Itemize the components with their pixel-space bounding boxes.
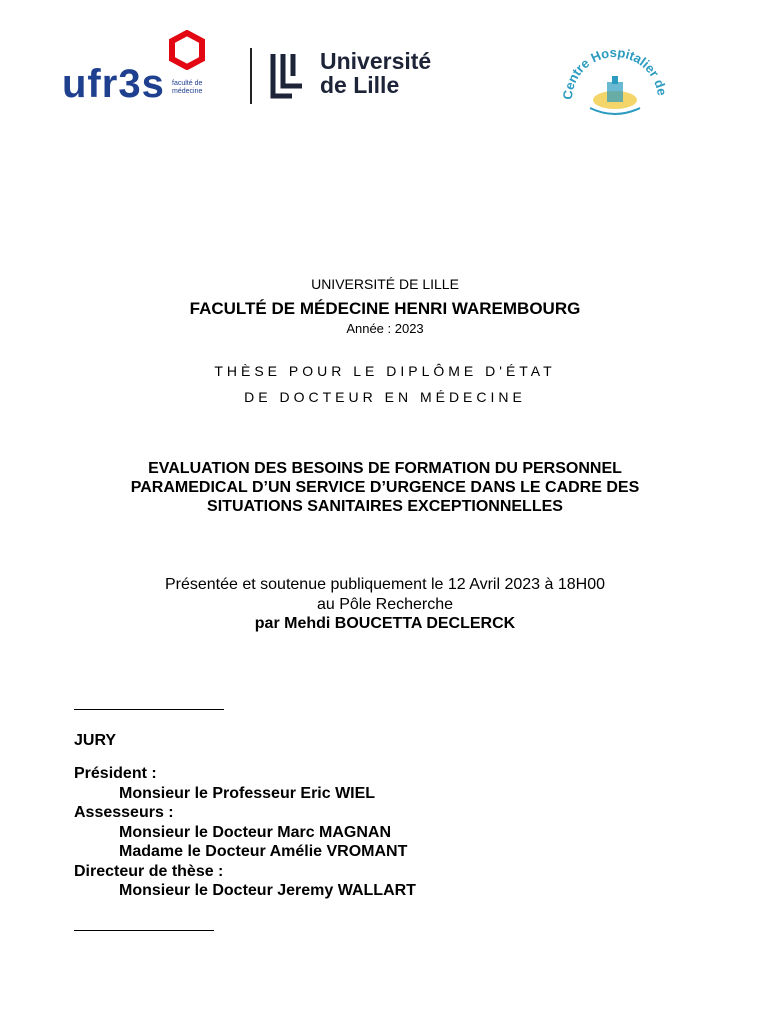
president-label: Président : (74, 765, 157, 782)
lille-line-1: Université (320, 48, 432, 74)
thesis-title (0, 459, 770, 516)
faculty-name: FACULTÉ DE MÉDECINE HENRI WAREMBOURG (189, 299, 581, 318)
universite-de-lille-logo (270, 48, 450, 108)
director-label: Directeur de thèse : (74, 863, 224, 880)
ufr3s-wordmark: ufr3s (62, 62, 165, 106)
ufr3s-logo (62, 30, 222, 105)
lille-wordmark (320, 50, 431, 97)
thesis-title-line-1: EVALUATION DES BESOINS DE FORMATION DU PERSONNEL (148, 460, 622, 477)
jury-heading: JURY (74, 732, 117, 749)
thesis-title-line-3: SITUATIONS SANITAIRES EXCEPTIONNELLES (207, 498, 563, 515)
assessor-1-name: Monsieur le Docteur Marc MAGNAN (119, 824, 392, 841)
defense-location: au Pôle Recherche (316, 596, 454, 613)
assessors-label: Assesseurs : (74, 804, 174, 821)
logos-band (0, 0, 770, 140)
hospital-name-arc: Centre Hospitalier de (560, 44, 670, 101)
logo-divider (250, 48, 252, 104)
divider-top (74, 709, 224, 710)
ufr3s-subtitle: faculté de médecine (172, 80, 203, 96)
hexagon-logo-icon (167, 30, 207, 70)
thesis-type-line-2: DE DOCTEUR EN MÉDECINE (244, 389, 526, 405)
director-name: Monsieur le Docteur Jeremy WALLART (119, 882, 416, 899)
thesis-title-line-2: PARAMEDICAL D’UN SERVICE D’URGENCE DANS LE CADRE DES (130, 479, 640, 496)
university-name: UNIVERSITÉ DE LILLE (311, 276, 459, 292)
divider-bottom (74, 930, 214, 931)
thesis-type-line-1: THÈSE POUR LE DIPLÔME D'ÉTAT (214, 363, 556, 379)
lille-line-2: de Lille (320, 71, 400, 98)
hospital-emblem-icon (560, 38, 670, 128)
president-name: Monsieur le Professeur Eric WIEL (119, 785, 376, 802)
author-name: par Mehdi BOUCETTA DECLERCK (254, 615, 516, 632)
defense-date: Présentée et soutenue publiquement le 12 Avril 2023 à 18H00 (164, 576, 606, 593)
academic-year: Année : 2023 (346, 321, 424, 336)
assessor-2-name: Madame le Docteur Amélie VROMANT (119, 843, 408, 860)
lille-emblem-icon (270, 52, 310, 100)
centre-hospitalier-tourcoing-logo (560, 38, 670, 128)
